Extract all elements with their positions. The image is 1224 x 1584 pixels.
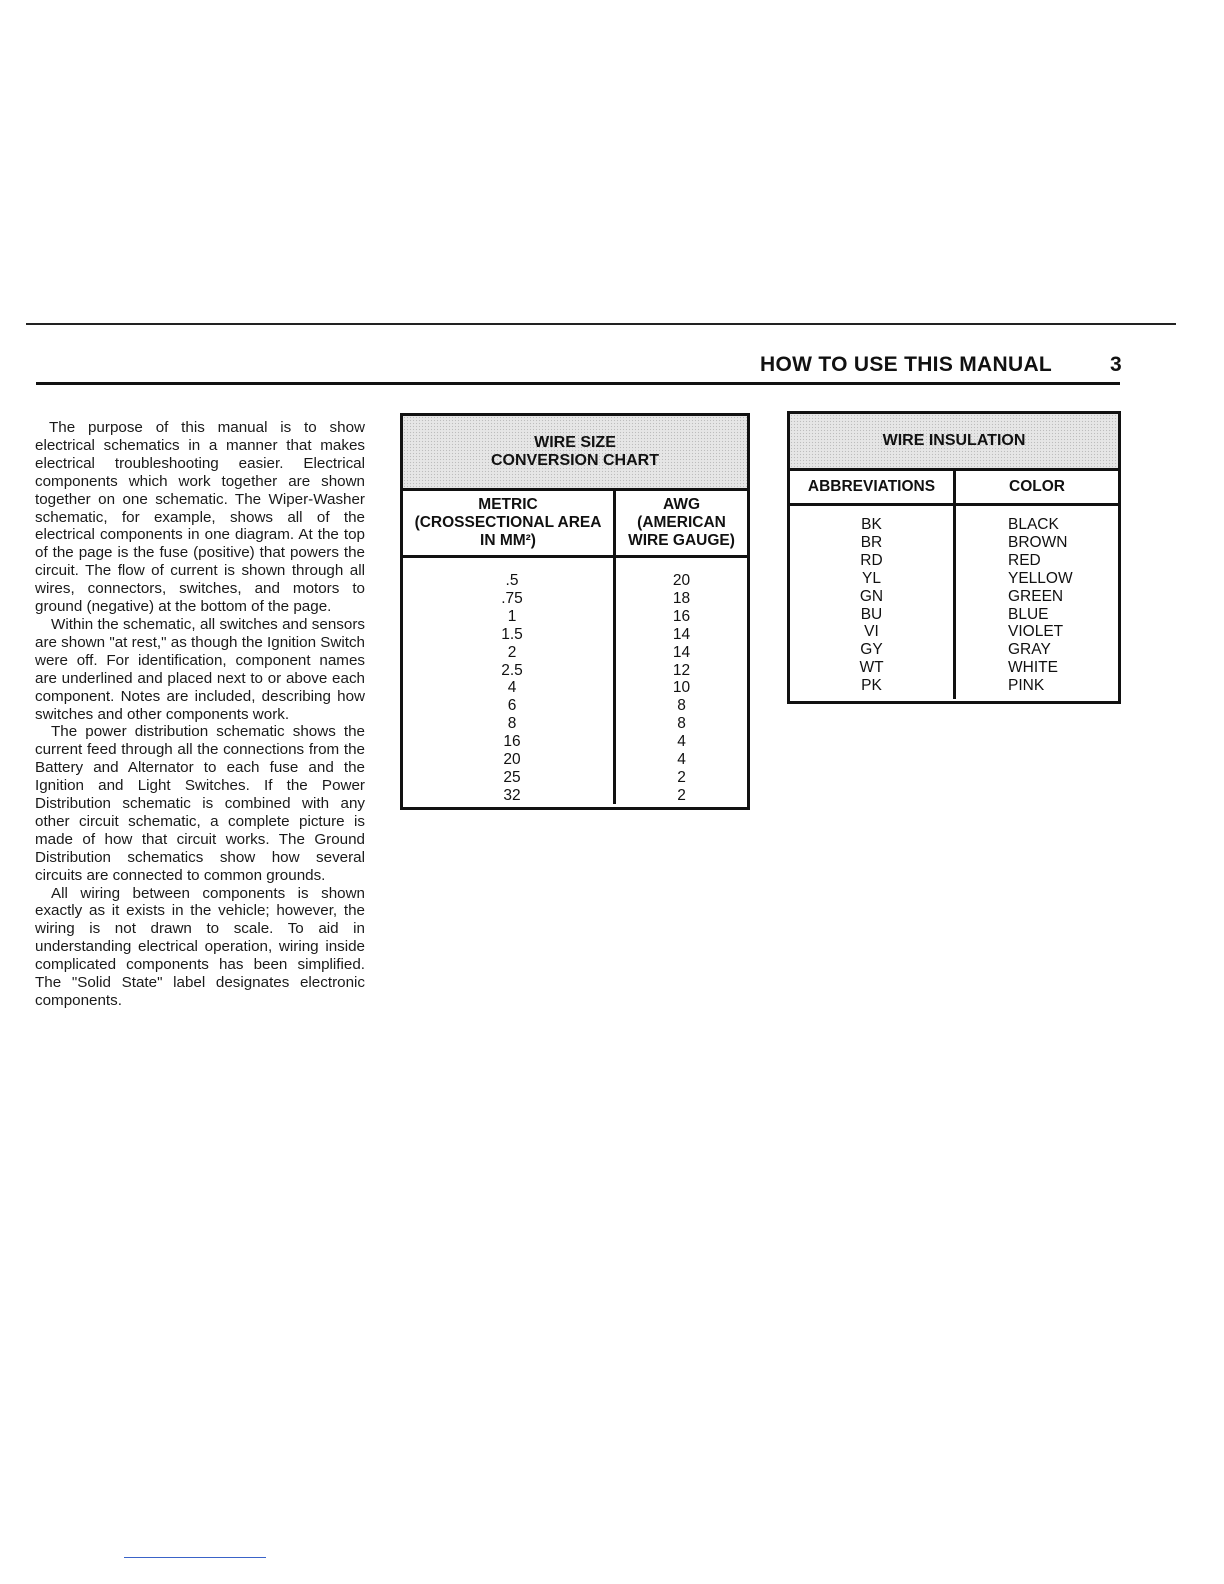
header-rule — [36, 382, 1120, 385]
table-cell: RD — [860, 551, 883, 569]
table-cell: 1.5 — [501, 625, 523, 643]
table-cell: 10 — [672, 679, 691, 697]
table-cell: 2 — [677, 786, 686, 804]
header-line: METRIC — [478, 496, 538, 513]
table-cell: GN — [859, 587, 884, 605]
table-cell: 2.5 — [501, 661, 523, 679]
column-headers — [790, 468, 1118, 506]
table-cell: GY — [860, 641, 883, 659]
section-title: HOW TO USE THIS MANUAL — [760, 353, 1053, 376]
chart-body — [403, 558, 747, 804]
table-cell: RED — [1008, 551, 1041, 569]
header-line: IN MM²) — [480, 532, 536, 549]
table-cell: 14 — [672, 643, 691, 661]
table-cell: BU — [860, 605, 883, 623]
chart-title: WIRE INSULATION — [790, 414, 1118, 468]
header-line: (AMERICAN — [637, 514, 726, 531]
table-cell: 1 — [507, 607, 517, 625]
table-cell: VI — [864, 623, 879, 641]
metric-column — [403, 558, 613, 804]
paragraph: The power distribution schematic shows the current feed through all the connections from the Battery and Alternator to each fuse and the Ignition and Light Switches. If the Power Distribution schematic is combined with any other circuit schematic, a complete picture is made of how that circuit works. The Ground Distribution schematics show how several circuits are connected to common grounds. — [35, 723, 365, 884]
abbreviations-header: ABBREVIATIONS — [807, 478, 936, 495]
metric-header — [403, 491, 613, 555]
table-cell: BLACK — [1008, 516, 1059, 533]
table-cell: PK — [861, 677, 882, 695]
wire-insulation-chart — [787, 411, 1121, 704]
table-cell: GREEN — [1008, 587, 1064, 605]
table-cell: 20 — [672, 572, 691, 589]
table-cell: VIOLET — [1008, 623, 1064, 641]
table-cell: 18 — [672, 589, 691, 607]
table-cell: YELLOW — [1008, 569, 1073, 587]
paragraph: Within the schematic, all switches and sensors are shown "at rest," as though the Ignition Switch were off. For identification, component names are underlined and placed next to or above each component. Notes are included, describing how switches and other components work. — [35, 615, 365, 723]
table-cell: 4 — [507, 679, 517, 697]
table-cell: 2 — [507, 643, 517, 661]
table-cell: 20 — [503, 751, 521, 769]
table-cell: 8 — [677, 697, 686, 715]
paragraph: The purpose of this manual is to show electrical schematics in a manner that makes electrical troubleshooting easier. Electrical components which work together are shown together on one schematic. The Wiper-Washer schematic, for example, shows all of the electrical components in one diagram. At the top of the page is the fuse (positive) that powers the circuit. The flow of current is shown through all wires, connectors, switches, and motors to ground (negative) at the bottom of the page. — [35, 419, 365, 616]
table-cell: YL — [862, 569, 881, 587]
table-cell: 6 — [507, 697, 517, 715]
header-line: (CROSSECTIONAL AREA — [414, 514, 602, 531]
table-cell: BK — [861, 516, 882, 533]
table-cell: 16 — [503, 733, 521, 751]
paragraph: All wiring between components is shown exactly as it exists in the vehicle; however, the wiring is not drawn to scale. To aid in understanding electrical operation, wiring inside complicated components has been simplified. The "Solid State" label designates electronic components. — [35, 884, 365, 1009]
table-cell: BLUE — [1008, 605, 1049, 623]
table-cell: GRAY — [1008, 641, 1051, 659]
table-cell: PINK — [1008, 677, 1045, 695]
table-cell: .75 — [501, 589, 523, 607]
top-divider — [26, 323, 1176, 325]
table-cell: 4 — [677, 751, 686, 769]
table-cell: 25 — [503, 768, 521, 786]
awg-header — [613, 491, 747, 555]
abbreviation-column — [790, 506, 953, 699]
table-cell: BR — [860, 533, 883, 551]
table-cell: .5 — [505, 572, 519, 589]
table-cell: 4 — [677, 733, 686, 751]
table-cell: 14 — [672, 625, 691, 643]
page-number: 3 — [1110, 353, 1122, 376]
page-header — [760, 350, 1122, 380]
chart-title-line: CONVERSION CHART — [490, 452, 659, 469]
table-cell: BROWN — [1008, 533, 1068, 551]
table-cell: WT — [859, 659, 884, 677]
header-line: AWG — [662, 496, 701, 513]
header-line: WIRE GAUGE) — [628, 532, 735, 549]
table-cell: 2 — [677, 768, 686, 786]
table-cell: 8 — [677, 715, 686, 733]
footer-line — [124, 1557, 266, 1558]
chart-title-line: WIRE SIZE — [534, 434, 616, 451]
wire-size-conversion-chart — [400, 413, 750, 810]
table-cell: 12 — [672, 661, 691, 679]
table-cell: 16 — [672, 607, 691, 625]
chart-title — [403, 416, 747, 488]
body-text — [35, 419, 365, 1010]
color-column — [953, 506, 1118, 699]
table-cell: WHITE — [1008, 659, 1058, 677]
color-header: COLOR — [953, 471, 1118, 503]
column-headers — [403, 488, 747, 558]
table-cell: 8 — [507, 715, 517, 733]
awg-column — [613, 558, 747, 804]
table-cell: 32 — [503, 786, 521, 804]
chart-body — [790, 506, 1118, 699]
